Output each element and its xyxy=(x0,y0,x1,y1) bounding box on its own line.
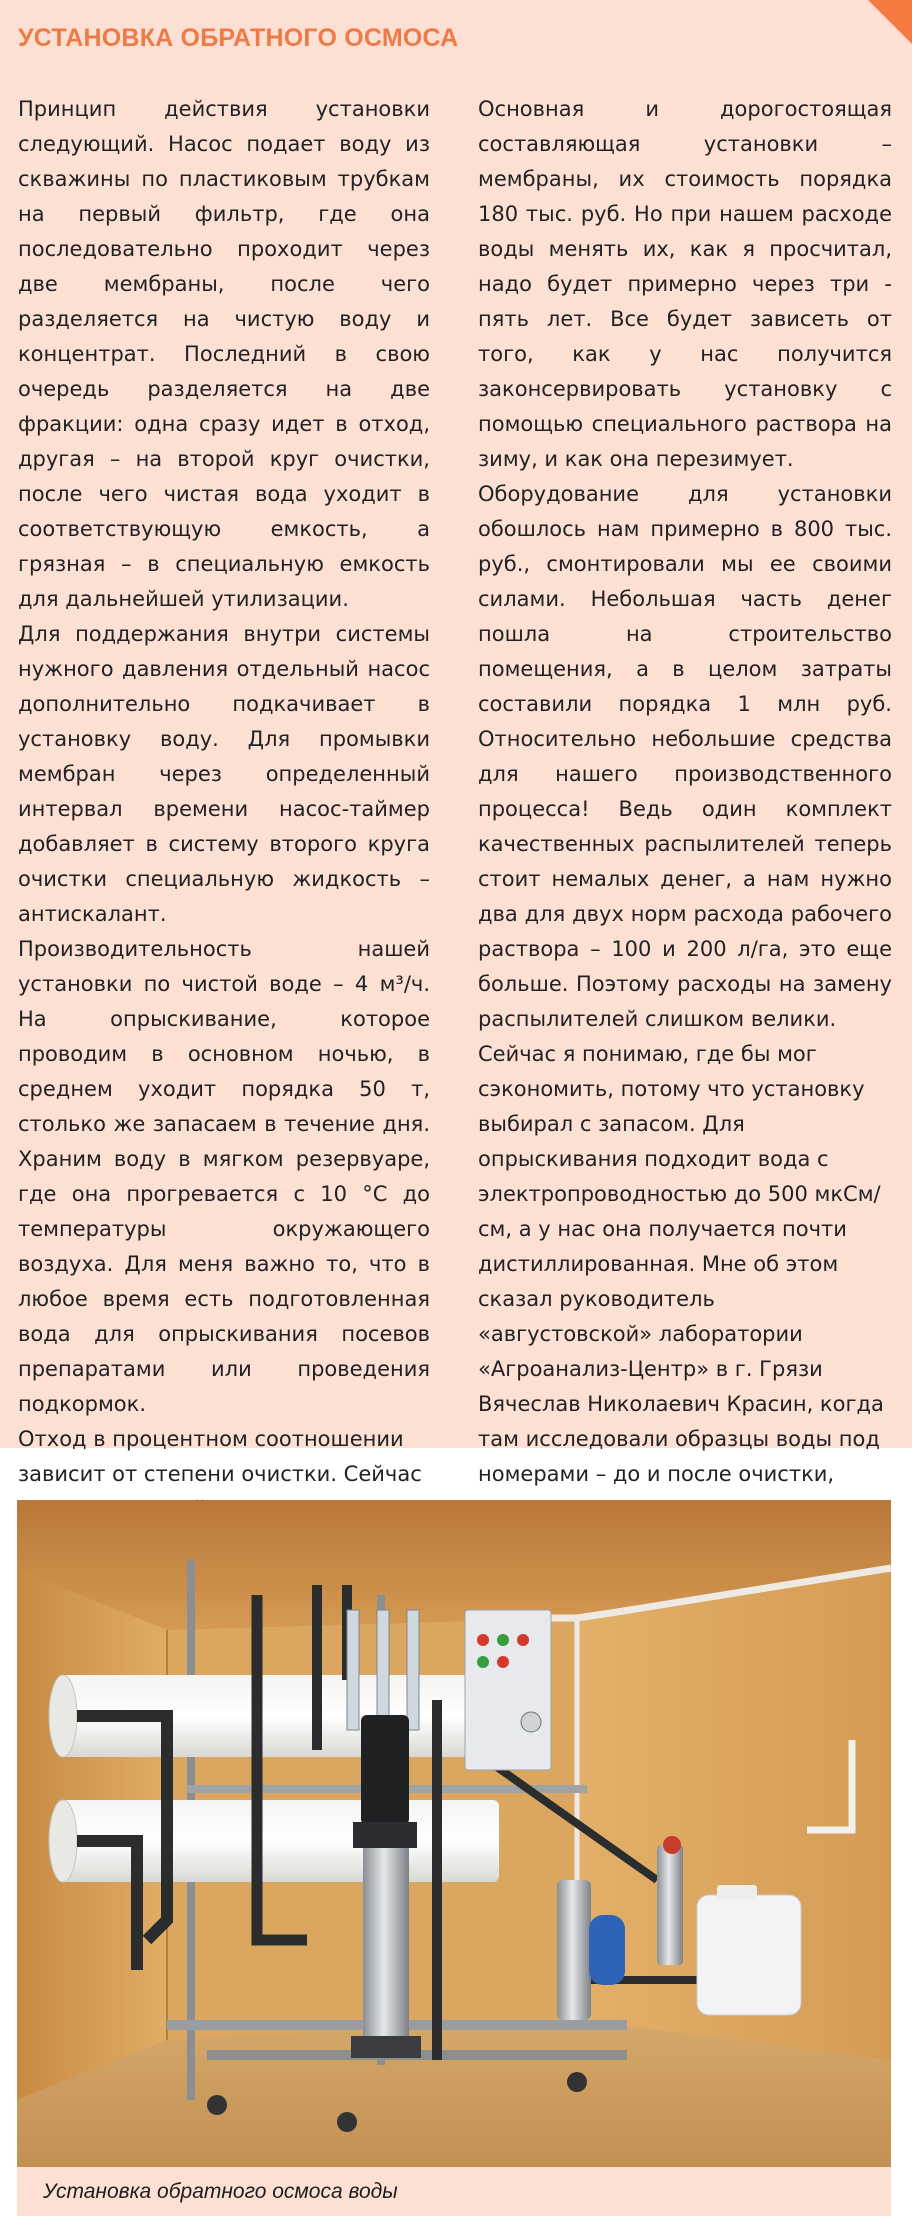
paragraph: Сейчас я понимаю, где бы мог сэкономить, потому что установку выбирал с запасом. Для опрыскивания подходит вода с электропроводностью до 500 мкСм/см, а у нас она получается почти дистиллированная. Мне об этом сказал руководитель «августовской» лаборатории «Агроанализ-Центр» в г. Грязи Вячеслав Николаевич Красин, когда там исследовали образцы воды под номерами – до и после очистки, xyxy=(478,1042,884,1486)
paragraph: Отход в процентном соотношении зависит от степени очистки. Сейчас xyxy=(18,1427,422,1486)
photo-caption: Установка обратного осмоса воды xyxy=(43,2180,398,2203)
reverse-osmosis-unit-photo xyxy=(17,1500,891,2167)
paragraph: Для поддержания внутри системы нужного давления отдельный насос дополнительно подкачивает в установку воду. Для промывки мембран через определенный интервал времени насос-таймер добавляет в систему второго круга очистки специальную жидкость – антискалант. xyxy=(18,622,430,926)
paragraph: Принцип действия установки следующий. Насос подает воду из скважины по пластиковым трубкам на первый фильтр, где она последовательно проходит через две мембраны, после чего разделяется на чистую воду и концентрат. Последний в свою очередь разделяется на две фракции: одна сразу идет в отход, другая – на второй круг очистки, после чего чистая вода уходит в соответствующую емкость, а грязная – в специальную емкость для дальнейшей утилизации. xyxy=(18,97,430,611)
paragraph: Основная и дорогостоящая составляющая установки – мембраны, их стоимость порядка 180 тыс. руб. Но при нашем расходе воды менять их, как я просчитал, надо будет примерно через три - пять лет. Все будет зависеть от того, как у нас получится законсервировать установку с помощью специального раствора на зиму, и как она перезимует. xyxy=(478,97,892,471)
corner-tab-decoration xyxy=(868,0,912,44)
left-text-column xyxy=(18,92,430,1632)
paragraph: Оборудование для установки обошлось нам примерно в 800 тыс. руб., смонтировали мы ее своими силами. Небольшая часть денег пошла на строительство помещения, а в целом затраты составили порядка 1 млн руб. Относительно небольшие средства для нашего производственного процесса! Ведь один комплект качественных распылителей теперь стоит немалых денег, а нам нужно два для двух норм расхода рабочего раствора – 100 и 200 л/га, это еще больше. Поэтому расходы на замену распылителей слишком велики. xyxy=(478,482,892,1031)
paragraph: Производительность нашей установки по чистой воде – 4 м³/ч. На опрыскивание, которое проводим в основном ночью, в среднем уходит порядка 50 т, столько же запасаем в течение дня. Храним воду в мягком резервуаре, где она прогревается с 10 °С до температуры окружающего воздуха. Для меня важно то, что в любое время есть подготовленная вода для опрыскивания посевов препаратами или проведения подкормок. xyxy=(18,937,430,1416)
right-text-column xyxy=(478,92,892,1527)
article-title: УСТАНОВКА ОБРАТНОГО ОСМОСА xyxy=(18,24,459,52)
photo-caption-bar xyxy=(17,2167,891,2216)
